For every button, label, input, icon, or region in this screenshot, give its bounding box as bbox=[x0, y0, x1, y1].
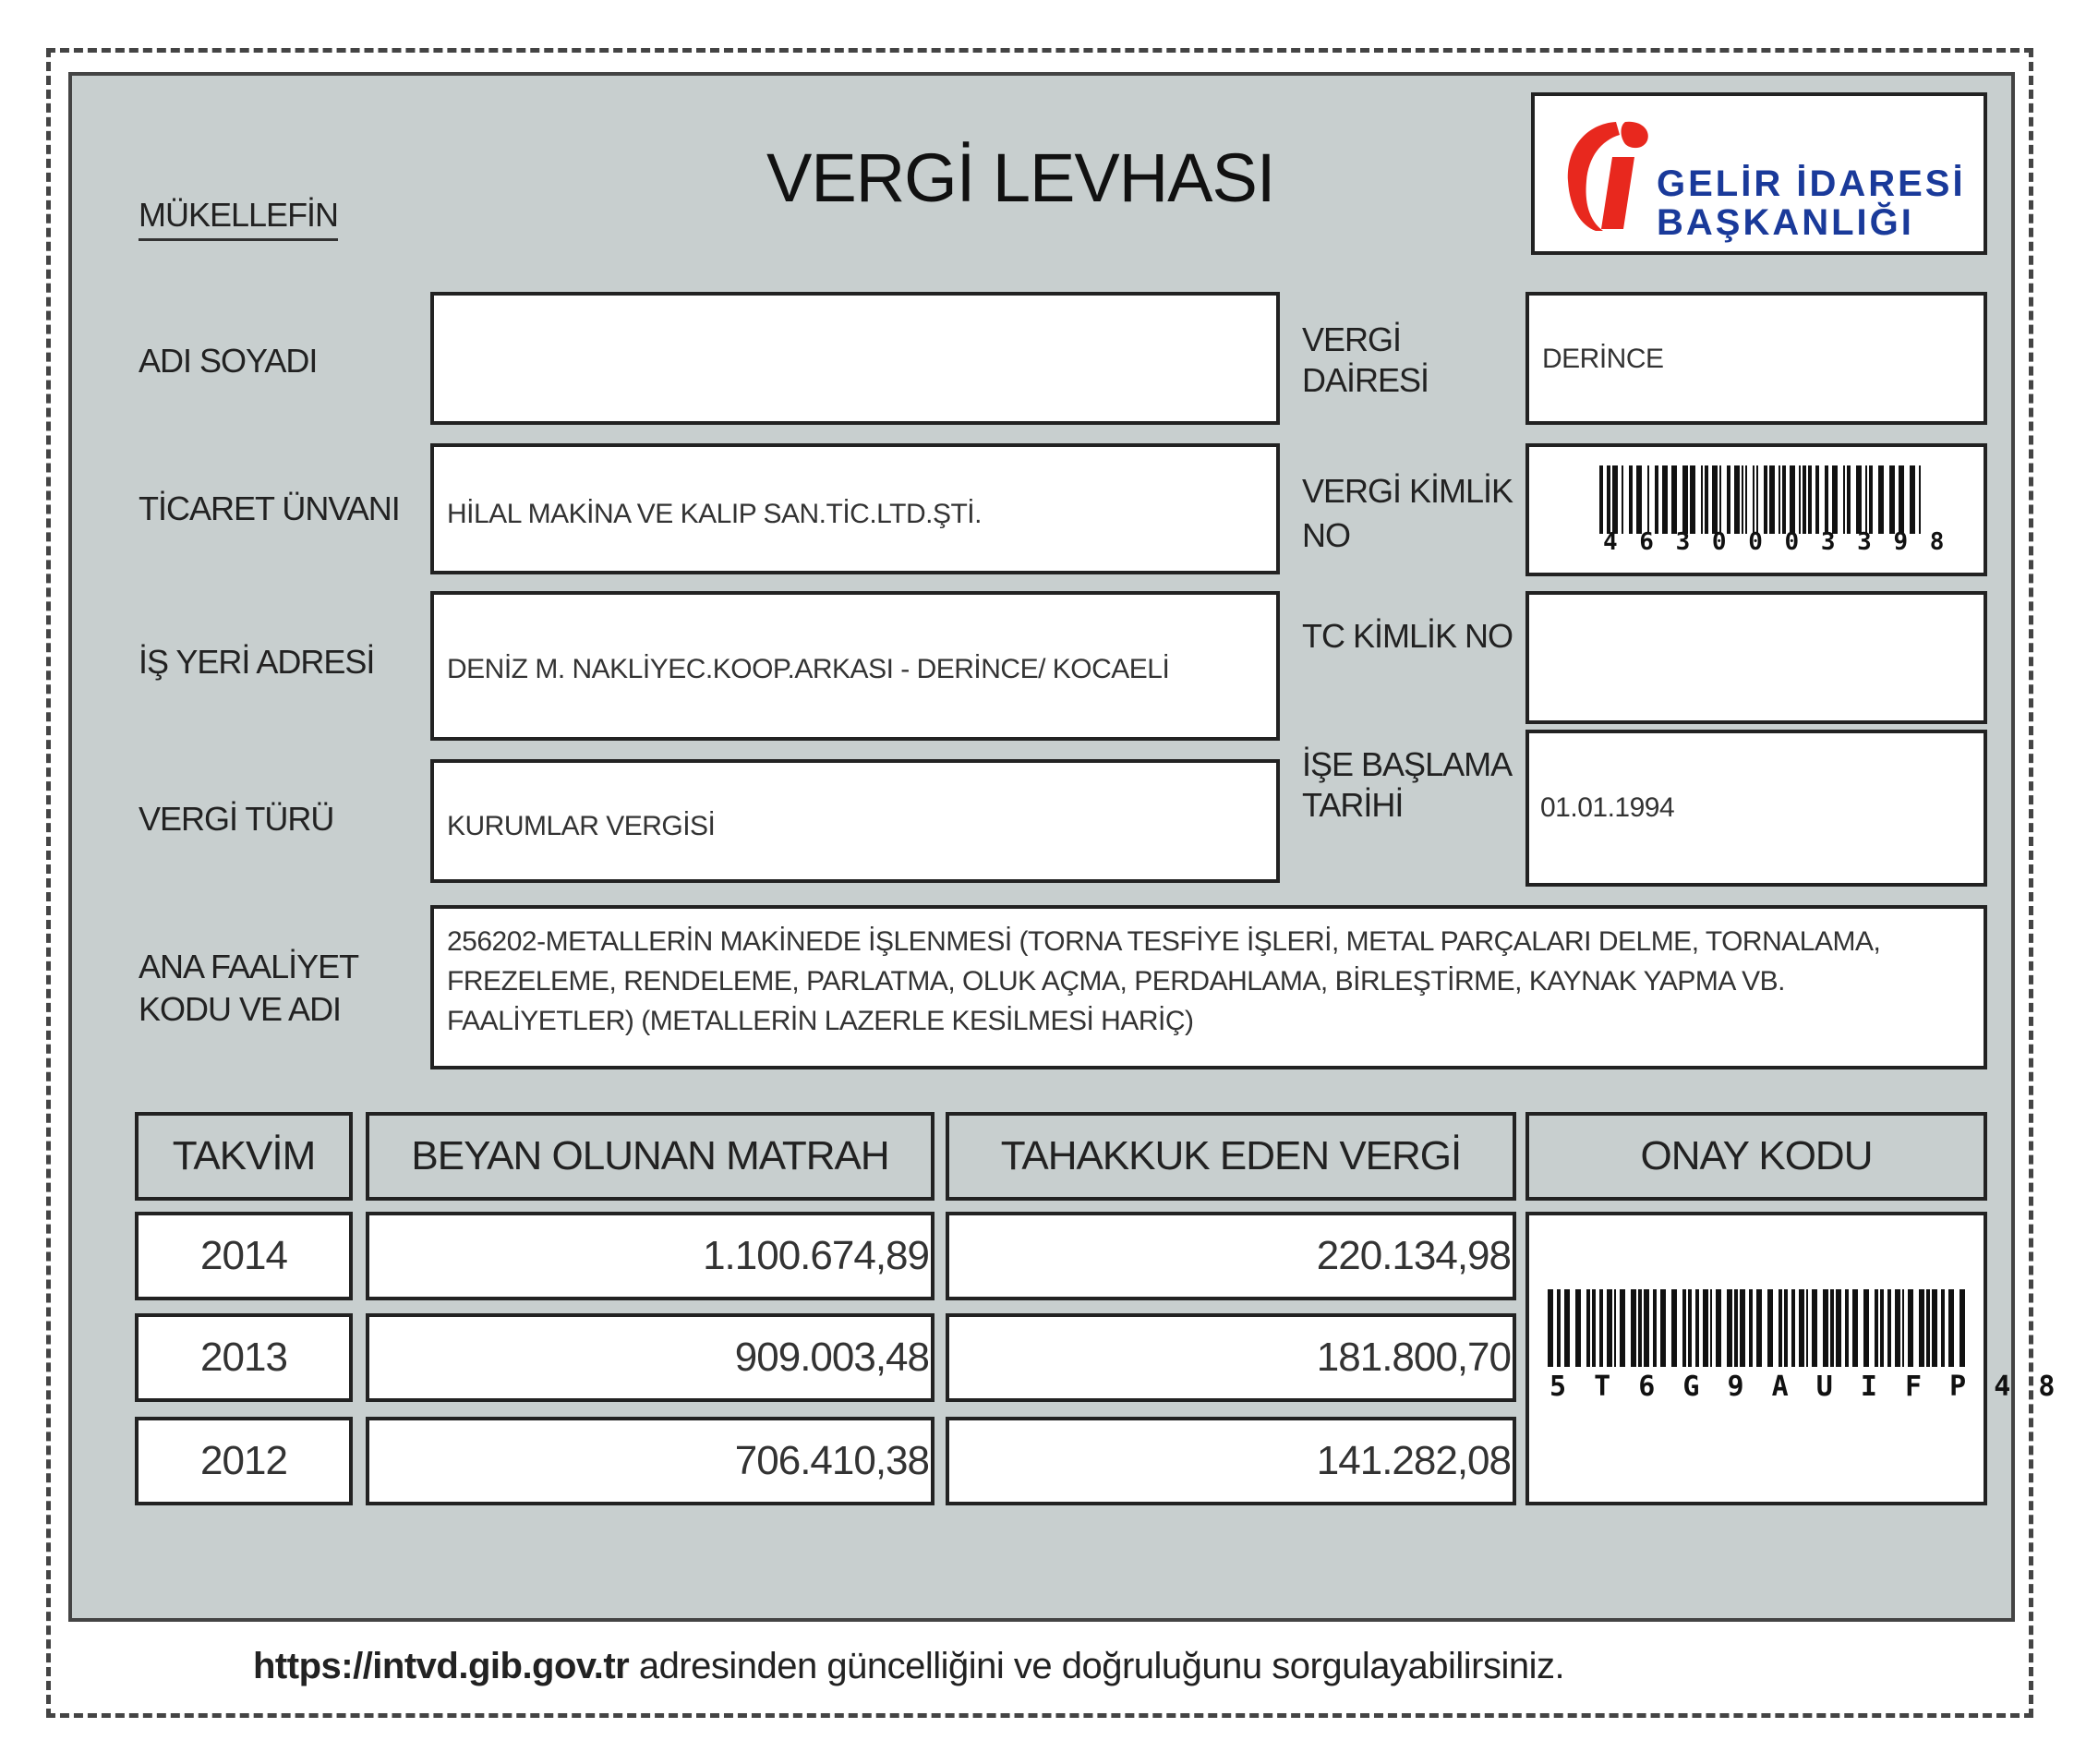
barcode-bar bbox=[1843, 465, 1845, 534]
barcode-bar bbox=[1878, 465, 1884, 534]
barcode-bar bbox=[1638, 1289, 1642, 1367]
label-ise-baslama-line1: İŞE BAŞLAMA bbox=[1302, 745, 1513, 783]
onay-kodu-digits: 5 T 6 G 9 A U I F P 4 8 bbox=[1549, 1371, 2061, 1403]
label-adi-soyadi: ADI SOYADI bbox=[139, 342, 318, 380]
barcode-bar bbox=[1767, 1289, 1773, 1367]
table-cell-matrah: 706.410,38 bbox=[366, 1417, 935, 1505]
table-cell-vergi: 181.800,70 bbox=[946, 1313, 1516, 1402]
barcode-bar bbox=[1671, 465, 1677, 534]
barcode-bar bbox=[1705, 465, 1708, 534]
field-vergi-dairesi bbox=[1525, 292, 1987, 425]
table-cell-takvim: 2014 bbox=[135, 1212, 353, 1300]
barcode-bar bbox=[1688, 1289, 1692, 1367]
barcode-bar bbox=[1703, 1289, 1708, 1367]
barcode-bar bbox=[1808, 465, 1812, 534]
barcode-bar bbox=[1779, 1289, 1782, 1367]
barcode-bar bbox=[1631, 1289, 1636, 1367]
barcode-bar bbox=[1719, 465, 1721, 534]
label-vergi-dairesi-line2: DAİRESİ bbox=[1302, 361, 1429, 399]
barcode-bar bbox=[1779, 465, 1780, 534]
gib-logo-icon bbox=[1559, 116, 1660, 236]
label-ana-faaliyet bbox=[139, 946, 358, 1031]
barcode-bar bbox=[1557, 1289, 1561, 1367]
barcode-bar bbox=[1612, 465, 1618, 534]
barcode-bar bbox=[1660, 1289, 1666, 1367]
barcode-bar bbox=[1607, 465, 1610, 534]
label-vergi-kimlik-no-line1: VERGİ KİMLİK bbox=[1302, 472, 1513, 510]
label-vergi-dairesi-line1: VERGİ bbox=[1302, 320, 1402, 358]
barcode-bar bbox=[1629, 465, 1633, 534]
barcode-bar bbox=[1575, 1289, 1581, 1367]
barcode-bar bbox=[1784, 1289, 1788, 1367]
barcode-bar bbox=[1869, 465, 1873, 534]
gib-logo bbox=[1531, 92, 1987, 255]
barcode-bar bbox=[1875, 1289, 1878, 1367]
field-is-yeri-adresi bbox=[430, 591, 1280, 741]
barcode-bar bbox=[1832, 465, 1838, 534]
barcode-bar bbox=[1799, 465, 1801, 534]
barcode-bar bbox=[1803, 465, 1806, 534]
table-header-matrah: BEYAN OLUNAN MATRAH bbox=[366, 1112, 935, 1201]
barcode-bar bbox=[1865, 465, 1867, 534]
onay-kodu-cell bbox=[1525, 1212, 2061, 1505]
barcode-bar bbox=[1695, 1289, 1699, 1367]
label-is-yeri-adresi: İŞ YERİ ADRESİ bbox=[139, 643, 375, 681]
document-title: VERGİ LEVHASI bbox=[766, 139, 1275, 216]
field-ticaret-unvani bbox=[430, 443, 1280, 574]
barcode-bar bbox=[1701, 465, 1703, 534]
barcode-bar bbox=[1919, 1289, 1924, 1367]
barcode-bar bbox=[1607, 1289, 1612, 1367]
label-ise-baslama-line2: TARİHİ bbox=[1302, 786, 1404, 824]
barcode-bar bbox=[1926, 1289, 1930, 1367]
field-tc-kimlik-no bbox=[1525, 591, 1987, 724]
barcode-bar bbox=[1727, 1289, 1732, 1367]
barcode-bar bbox=[1636, 465, 1642, 534]
barcode-bar bbox=[1852, 1289, 1858, 1367]
barcode-bar bbox=[1564, 1289, 1570, 1367]
table-header-vergi: TAHAKKUK EDEN VERGİ bbox=[946, 1112, 1516, 1201]
barcode-bar bbox=[1734, 1289, 1738, 1367]
barcode-bar bbox=[1690, 465, 1695, 534]
barcode-bar bbox=[1815, 465, 1819, 534]
barcode-bar bbox=[1823, 1289, 1828, 1367]
barcode-bar bbox=[1734, 465, 1740, 534]
field-ana-faaliyet bbox=[430, 905, 1987, 1069]
value-ise-baslama-tarihi: 01.01.1994 bbox=[1540, 792, 1675, 823]
barcode-bar bbox=[1647, 465, 1649, 534]
barcode-bar bbox=[1806, 1289, 1808, 1367]
barcode-bar bbox=[1902, 1289, 1904, 1367]
vergi-kimlik-digits: 4 6 3 0 0 0 3 3 9 8 bbox=[1603, 528, 1948, 556]
label-vergi-kimlik-no-line2: NO bbox=[1302, 516, 1350, 554]
barcode-bar bbox=[1749, 1289, 1753, 1367]
barcode-bar bbox=[1941, 1289, 1945, 1367]
barcode-bar bbox=[1899, 465, 1904, 534]
barcode-bar bbox=[1836, 1289, 1841, 1367]
value-vergi-turu: KURUMLAR VERGİSİ bbox=[447, 811, 716, 841]
barcode-bar bbox=[1908, 1289, 1913, 1367]
barcode-bar bbox=[1662, 465, 1668, 534]
barcode-bar bbox=[1895, 1289, 1900, 1367]
barcode-bar bbox=[1682, 465, 1688, 534]
value-ana-faaliyet: 256202-METALLERİN MAKİNEDE İŞLENMESİ (TORNA TESFİYE İŞLERİ, METAL PARÇALARI DELME, TORNALAMA, FREZELEME, RENDELEME, PARLATMA, OLUK AÇMA, PERDAHLAMA, BİRLEŞTİRME, KAYNAK YAPMA VB. FAALİYETLER) (METALLERİN LAZERLE KESİLMESİ HARİÇ) bbox=[447, 926, 1881, 1036]
barcode-bar bbox=[1740, 1289, 1745, 1367]
barcode-bar bbox=[1712, 465, 1718, 534]
barcode-bar bbox=[1863, 1289, 1869, 1367]
barcode-bar bbox=[1622, 465, 1623, 534]
label-ana-faaliyet-line2: KODU VE ADI bbox=[139, 990, 342, 1028]
barcode-bar bbox=[1614, 1289, 1616, 1367]
field-vergi-kimlik-no bbox=[1525, 443, 1987, 576]
barcode-bar bbox=[1682, 1289, 1686, 1367]
barcode-bar bbox=[1887, 1289, 1891, 1367]
section-label-mukellef: MÜKELLEFİN bbox=[139, 196, 338, 241]
label-vergi-dairesi bbox=[1302, 320, 1429, 401]
barcode-bar bbox=[1889, 465, 1895, 534]
barcode-bar bbox=[1782, 465, 1786, 534]
barcode-bar bbox=[1548, 1289, 1553, 1367]
barcode-bar bbox=[1880, 1289, 1884, 1367]
footer-url[interactable]: https://intvd.gib.gov.tr bbox=[253, 1646, 630, 1686]
barcode-bar bbox=[1710, 1289, 1712, 1367]
table-cell-vergi: 141.282,08 bbox=[946, 1417, 1516, 1505]
barcode-bar bbox=[1948, 1289, 1954, 1367]
barcode-bar bbox=[1727, 465, 1730, 534]
barcode-bar bbox=[1653, 1289, 1657, 1367]
label-vergi-kimlik-no bbox=[1302, 469, 1513, 558]
barcode-bar bbox=[1845, 1289, 1849, 1367]
value-is-yeri-adresi: DENİZ M. NAKLİYEC.KOOP.ARKASI - DERİNCE/ KOCAELİ bbox=[447, 654, 1170, 684]
table-cell-matrah: 1.100.674,89 bbox=[366, 1212, 935, 1300]
onay-kodu-barcode bbox=[1548, 1289, 1969, 1367]
field-ise-baslama-tarihi bbox=[1525, 730, 1987, 887]
value-ticaret-unvani: HİLAL MAKİNA VE KALIP SAN.TİC.LTD.ŞTİ. bbox=[447, 499, 982, 529]
barcode-bar bbox=[1592, 1289, 1596, 1367]
barcode-bar bbox=[1910, 465, 1915, 534]
barcode-bar bbox=[1599, 1289, 1603, 1367]
barcode-bar bbox=[1769, 465, 1775, 534]
vergi-kimlik-barcode bbox=[1599, 465, 1924, 534]
barcode-bar bbox=[1847, 465, 1851, 534]
barcode-bar bbox=[1753, 465, 1754, 534]
label-ana-faaliyet-line1: ANA FAALİYET bbox=[139, 948, 359, 985]
field-adi-soyadi bbox=[430, 292, 1280, 425]
barcode-bar bbox=[1655, 465, 1658, 534]
barcode-bar bbox=[1756, 465, 1758, 534]
label-tc-kimlik-no: TC KİMLİK NO bbox=[1302, 617, 1513, 655]
table-cell-matrah: 909.003,48 bbox=[366, 1313, 935, 1402]
barcode-bar bbox=[1932, 1289, 1937, 1367]
gib-logo-line2: BAŞKANLIĞI bbox=[1657, 202, 1914, 243]
value-vergi-dairesi: DERİNCE bbox=[1542, 344, 1664, 374]
barcode-bar bbox=[1716, 1289, 1721, 1367]
label-ticaret-unvani: TİCARET ÜNVANI bbox=[139, 489, 400, 527]
label-ise-baslama-tarihi bbox=[1302, 744, 1512, 826]
barcode-bar bbox=[1620, 1289, 1625, 1367]
barcode-bar bbox=[1756, 1289, 1762, 1367]
barcode-bar bbox=[1825, 465, 1828, 534]
barcode-bar bbox=[1799, 1289, 1804, 1367]
gib-logo-text bbox=[1657, 164, 1966, 242]
barcode-bar bbox=[1790, 465, 1795, 534]
barcode-bar bbox=[1812, 1289, 1817, 1367]
table-cell-takvim: 2013 bbox=[135, 1313, 353, 1402]
table-cell-vergi: 220.134,98 bbox=[946, 1212, 1516, 1300]
table-header-onay-kodu: ONAY KODU bbox=[1525, 1112, 1987, 1201]
barcode-bar bbox=[1671, 1289, 1677, 1367]
footer-note bbox=[253, 1646, 1564, 1687]
barcode-bar bbox=[1959, 1289, 1965, 1367]
barcode-bar bbox=[1644, 1289, 1649, 1367]
barcode-bar bbox=[1919, 465, 1921, 534]
barcode-bar bbox=[1856, 465, 1862, 534]
table-header-takvim: TAKVİM bbox=[135, 1112, 353, 1201]
footer-text: adresinden güncelliğini ve doğruluğunu sorgulayabilirsiniz. bbox=[629, 1646, 1565, 1686]
barcode-bar bbox=[1586, 1289, 1590, 1367]
gib-logo-line1: GELİR İDARESİ bbox=[1657, 163, 1966, 204]
barcode-bar bbox=[1745, 465, 1747, 534]
label-vergi-turu: VERGİ TÜRÜ bbox=[139, 800, 334, 838]
barcode-bar bbox=[1791, 1289, 1795, 1367]
table-cell-takvim: 2012 bbox=[135, 1417, 353, 1505]
field-vergi-turu bbox=[430, 759, 1280, 883]
barcode-bar bbox=[1764, 465, 1767, 534]
barcode-bar bbox=[1742, 465, 1743, 534]
barcode-bar bbox=[1599, 465, 1603, 534]
barcode-bar bbox=[1830, 1289, 1834, 1367]
